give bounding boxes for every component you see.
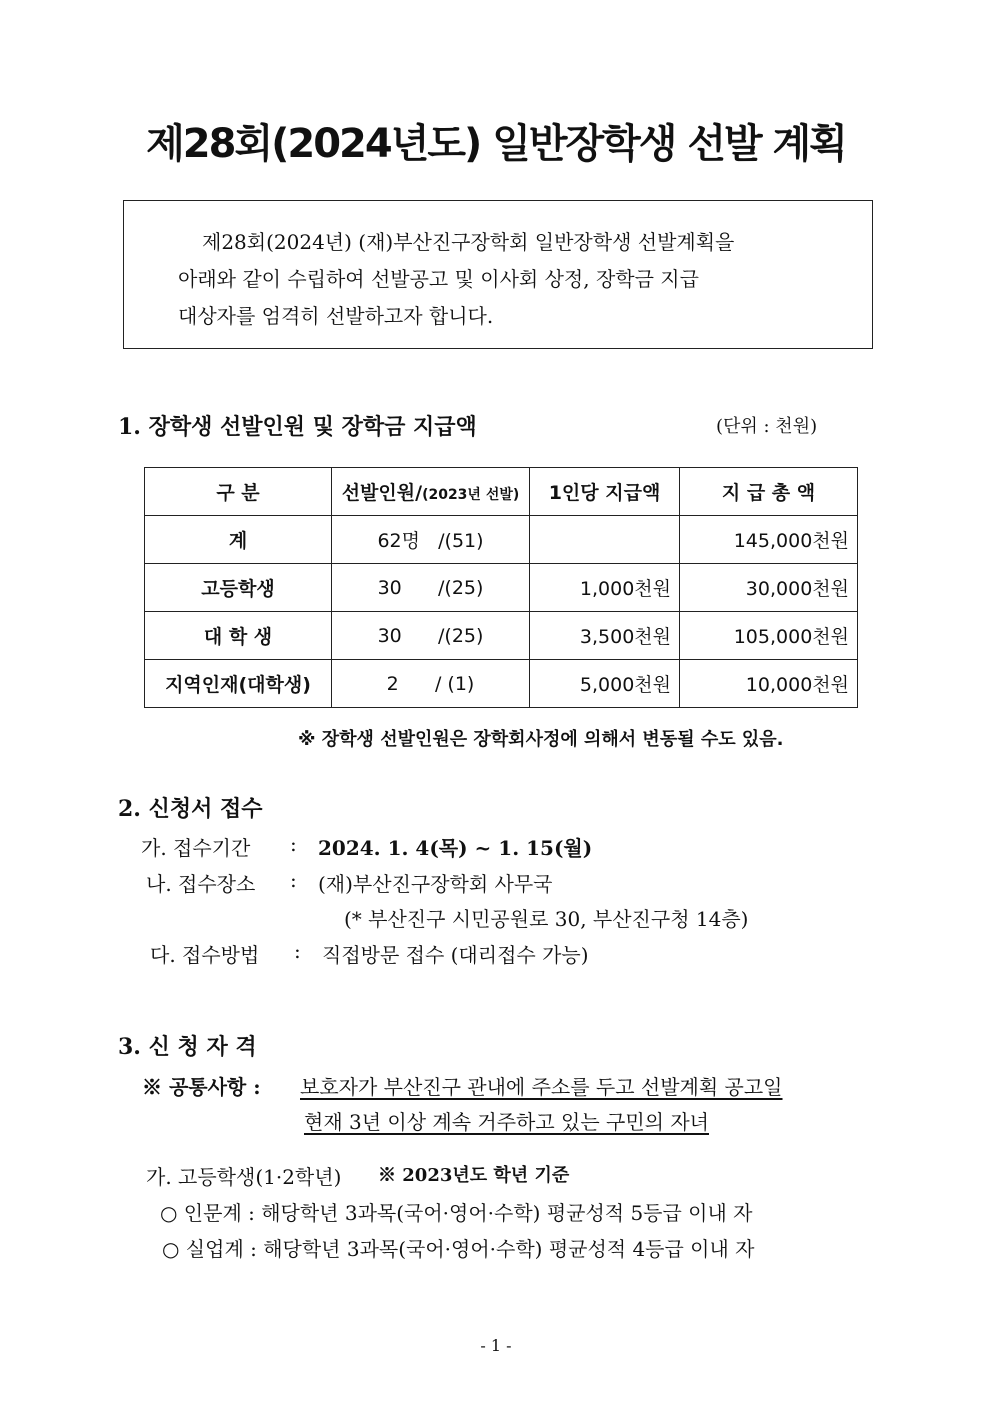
place-detail: (* 부산진구 시민공원로 30, 부산진구청 14층)	[344, 907, 749, 931]
table-row	[145, 660, 858, 708]
place-label: 나. 접수장소	[146, 872, 256, 896]
table-row	[145, 612, 858, 660]
hs-item-humanities: ○ 인문계 : 해당학년 3과목(국어·영어·수학) 평균성적 5등급 이내 자	[160, 1201, 753, 1225]
row-count	[332, 564, 530, 612]
period-value: 2024. 1. 4(목) ~ 1. 15(월)	[318, 836, 593, 860]
table-header-row	[145, 468, 858, 516]
unit-label: (단위 : 천원)	[716, 416, 818, 437]
hs-label: 가. 고등학생(1·2학년)	[146, 1165, 342, 1189]
table-row	[145, 564, 858, 612]
row-count-value: 62명	[377, 530, 420, 552]
intro-line-3: 대상자를 엄격히 선발하고자 합니다.	[178, 304, 494, 328]
method-colon: :	[294, 939, 301, 963]
row-total: 145,000천원	[680, 516, 858, 564]
period-label: 가. 접수기간	[141, 836, 251, 860]
row-category: 대 학 생	[145, 612, 332, 660]
section-3-heading: 3. 신 청 자 격	[118, 1034, 257, 1060]
row-category: 지역인재(대학생)	[145, 660, 332, 708]
row-prev-value: /(25)	[438, 576, 484, 599]
row-per-person: 3,500천원	[530, 612, 680, 660]
section-2-heading: 2. 신청서 접수	[118, 796, 263, 822]
row-category: 계	[145, 516, 332, 564]
row-total: 30,000천원	[680, 564, 858, 612]
row-count-value: 30	[377, 624, 402, 647]
common-line-2: 현재 3년 이상 계속 거주하고 있는 구민의 자녀	[304, 1110, 709, 1134]
method-value: 직접방문 접수 (대리접수 가능)	[322, 943, 589, 967]
header-total: 지 급 총 액	[680, 468, 858, 516]
page-title: 제28회(2024년도) 일반장학생 선발 계획	[146, 121, 846, 167]
common-label: ※ 공통사항 :	[142, 1075, 261, 1099]
section-1-heading: 1. 장학생 선발인원 및 장학금 지급액	[118, 414, 477, 440]
table-note: ※ 장학생 선발인원은 장학회사정에 의해서 변동될 수도 있음.	[298, 729, 784, 750]
header-count-label: 선발인원/	[341, 482, 423, 504]
place-value: (재)부산진구장학회 사무국	[318, 872, 553, 896]
scholarship-table	[144, 467, 858, 708]
row-count-value: 2	[386, 672, 399, 695]
row-total: 10,000천원	[680, 660, 858, 708]
intro-line-2: 아래와 같이 수립하여 선발공고 및 이사회 상정, 장학금 지급	[178, 267, 699, 291]
row-per-person	[530, 516, 680, 564]
row-count	[332, 660, 530, 708]
row-count	[332, 516, 530, 564]
method-label: 다. 접수방법	[150, 943, 260, 967]
hs-item-vocational: ○ 실업계 : 해당학년 3과목(국어·영어·수학) 평균성적 4등급 이내 자	[162, 1237, 755, 1261]
common-line-1: 보호자가 부산진구 관내에 주소를 두고 선발계획 공고일	[300, 1075, 783, 1099]
row-total: 105,000천원	[680, 612, 858, 660]
row-prev-value: /(51)	[438, 530, 484, 552]
row-category: 고등학생	[145, 564, 332, 612]
place-colon: :	[290, 868, 297, 892]
row-prev-value: /(25)	[438, 624, 484, 647]
hs-basis: ※ 2023년도 학년 기준	[378, 1165, 570, 1186]
table-row	[145, 516, 858, 564]
header-category: 구 분	[145, 468, 332, 516]
row-prev-value: / (1)	[434, 672, 475, 695]
period-colon: :	[290, 832, 297, 856]
row-count	[332, 612, 530, 660]
row-per-person: 1,000천원	[530, 564, 680, 612]
header-per-person: 1인당 지급액	[530, 468, 680, 516]
header-prev-label: (2023년 선발)	[422, 487, 520, 503]
page-number: - 1 -	[480, 1336, 512, 1355]
row-per-person: 5,000천원	[530, 660, 680, 708]
row-count-value: 30	[377, 576, 402, 599]
intro-line-1: 제28회(2024년) (재)부산진구장학회 일반장학생 선발계획을	[202, 230, 735, 254]
header-count	[332, 468, 530, 516]
